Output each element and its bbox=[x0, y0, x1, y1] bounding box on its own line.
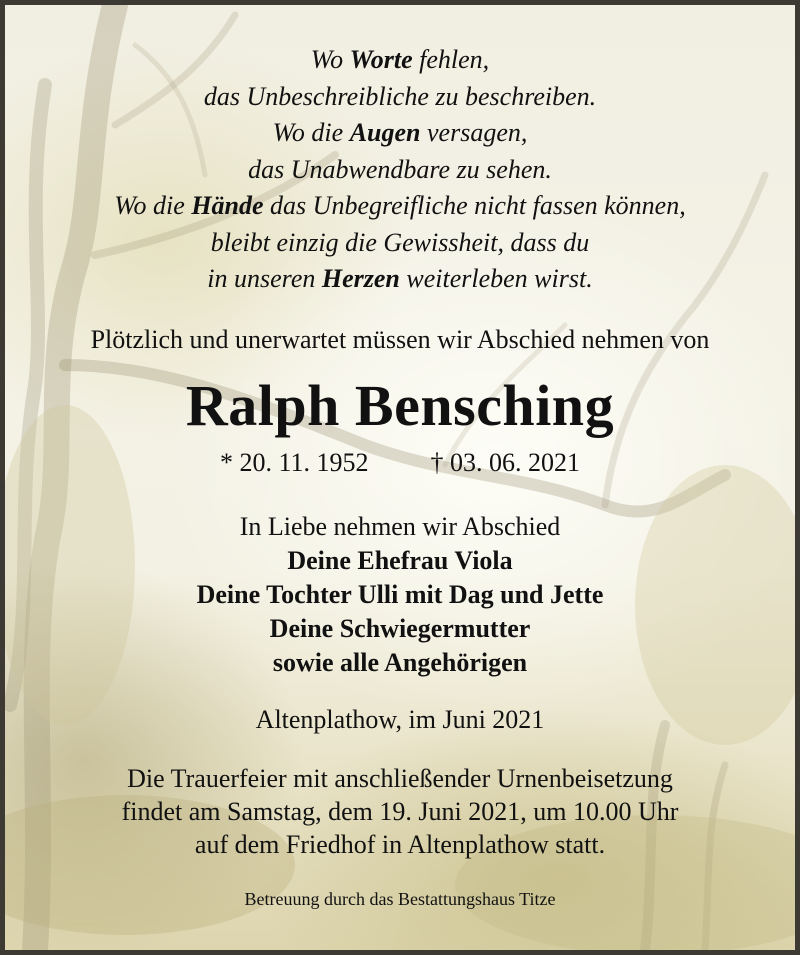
mourners-lead: In Liebe nehmen wir Abschied bbox=[239, 512, 561, 541]
notice-content bbox=[5, 5, 795, 950]
mourner-line-1: Deine Ehefrau Viola bbox=[287, 546, 513, 575]
poem-line-4: das Unabwendbare zu sehen. bbox=[248, 155, 552, 184]
funeral-home-credit: Betreuung durch das Bestattungshaus Titze bbox=[244, 889, 556, 909]
poem-line-6: bleibt einzig die Gewissheit, dass du bbox=[210, 228, 590, 257]
service-line-1: Die Trauerfeier mit anschließender Urnenbeisetzung bbox=[127, 764, 673, 793]
death-date: † 03. 06. 2021 bbox=[430, 448, 581, 477]
intro-text: Plötzlich und unerwartet müssen wir Abschied nehmen von bbox=[90, 325, 710, 354]
mourner-line-3: Deine Schwiegermutter bbox=[269, 614, 531, 643]
poem-line-1: Wo Worte fehlen, bbox=[310, 45, 490, 74]
service-line-2: findet am Samstag, dem 19. Juni 2021, um 10.00 Uhr bbox=[121, 797, 679, 826]
poem-line-3: Wo die Augen versagen, bbox=[272, 118, 528, 147]
poem-line-2: das Unbeschreibliche zu beschreiben. bbox=[203, 82, 597, 111]
place-date: Altenplathow, im Juni 2021 bbox=[255, 705, 545, 734]
life-dates bbox=[5, 448, 795, 478]
birth-date: * 20. 11. 1952 bbox=[219, 448, 369, 477]
poem-line-5: Wo die Hände das Unbegreifliche nicht fassen können, bbox=[114, 191, 686, 220]
mourner-line-4: sowie alle Angehörigen bbox=[272, 648, 528, 677]
deceased-name: Ralph Bensching bbox=[185, 373, 615, 438]
mourner-line-2: Deine Tochter Ulli mit Dag und Jette bbox=[196, 580, 604, 609]
poem-line-7: in unseren Herzen weiterleben wirst. bbox=[207, 264, 593, 293]
service-line-3: auf dem Friedhof in Altenplathow statt. bbox=[194, 830, 606, 859]
